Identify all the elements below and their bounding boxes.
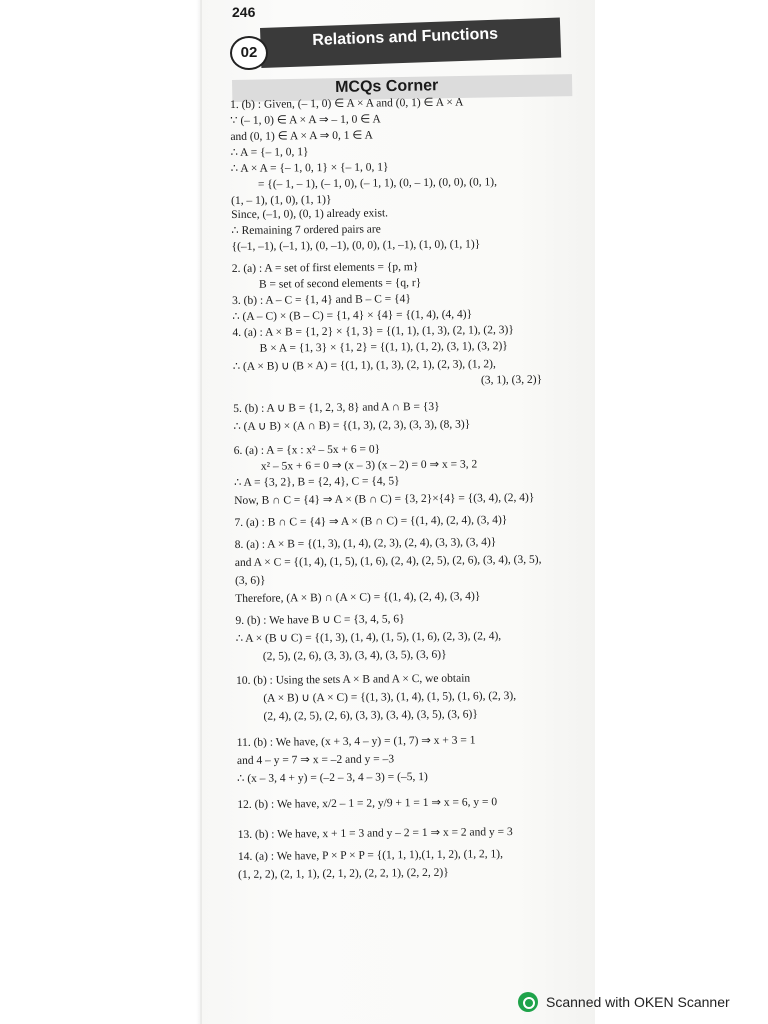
chapter-title: Relations and Functions <box>312 25 499 49</box>
text-line: (1, – 1), (1, 0), (1, 1)} <box>231 193 332 207</box>
text-line: B = set of second elements = {q, r} <box>258 277 422 291</box>
text-line: ∴ (A – C) × (B – C) = {1, 4} × {4} = {(1, 4), (4, 4)} <box>232 308 473 323</box>
text-line: 14. (a) : We have, P × P × P = {(1, 1, 1),(1, 1, 2), (1, 2, 1), <box>237 848 503 863</box>
text-line: ∴ Remaining 7 ordered pairs are <box>231 223 381 237</box>
text-line: (3, 6)} <box>234 574 266 587</box>
text-line: (1, 2, 2), (2, 1, 1), (2, 1, 2), (2, 2, 1), (2, 2, 2)} <box>238 866 449 881</box>
text-line: 4. (a) : A × B = {1, 2} × {1, 3} = {(1, 1), (1, 3), (2, 1), (2, 3)} <box>232 324 514 339</box>
text-line: ∴ (A × B) ∪ (B × A) = {(1, 1), (1, 3), (2, 1), (2, 3), (1, 2), <box>232 358 496 373</box>
text-line: 13. (b) : We have, x + 1 = 3 and y – 2 = 1 ⇒ x = 2 and y = 3 <box>237 826 513 841</box>
text-line: (2, 4), (2, 5), (2, 6), (3, 3), (3, 4), (3, 5), (3, 6)} <box>263 708 478 723</box>
text-line: 8. (a) : A × B = {(1, 3), (1, 4), (2, 3), (2, 4), (3, 3), (3, 4)} <box>234 536 497 551</box>
text-line: = {(– 1, – 1), (– 1, 0), (– 1, 1), (0, – 1), (0, 0), (0, 1), <box>257 176 498 191</box>
chapter-number-badge: 02 <box>230 36 268 70</box>
text-line: and (0, 1) ∈ A × A ⇒ 0, 1 ∈ A <box>230 129 374 143</box>
text-line: 3. (b) : A – C = {1, 4} and B – C = {4} <box>232 293 411 307</box>
text-line: Since, (–1, 0), (0, 1) already exist. <box>231 207 389 221</box>
oken-scanner-logo-icon <box>518 992 538 1012</box>
text-line: 2. (a) : A = set of first elements = {p, m} <box>231 261 419 275</box>
text-line: 9. (b) : We have B ∪ C = {3, 4, 5, 6} <box>235 613 405 627</box>
text-line: (2, 5), (2, 6), (3, 3), (3, 4), (3, 5), (3, 6)} <box>262 648 447 663</box>
text-line: (3, 1), (3, 2)} <box>480 373 543 387</box>
section-title: MCQs Corner <box>335 77 439 96</box>
text-line: ∴ A = {– 1, 0, 1} <box>230 146 309 159</box>
text-line: {(–1, –1), (–1, 1), (0, –1), (0, 0), (1, –1), (1, 0), (1, 1)} <box>231 238 481 253</box>
text-line: (A × B) ∪ (A × C) = {(1, 3), (1, 4), (1, 5), (1, 6), (2, 3), <box>263 690 517 705</box>
text-line: and A × C = {(1, 4), (1, 5), (1, 6), (2, 4), (2, 5), (2, 6), (3, 4), (3, 5), <box>234 553 542 569</box>
page-number: 246 <box>232 4 256 20</box>
scanner-watermark-label: Scanned with OKEN Scanner <box>546 994 730 1010</box>
text-line: ∵ (– 1, 0) ∈ A × A ⇒ – 1, 0 ∈ A <box>230 113 381 127</box>
text-line: ∴ (x – 3, 4 + y) = (–2 – 3, 4 – 3) = (–5, 1) <box>237 770 428 785</box>
text-line: ∴ A × (B ∪ C) = {(1, 3), (1, 4), (1, 5), (1, 6), (2, 3), (2, 4), <box>235 630 502 645</box>
text-line: 11. (b) : We have, (x + 3, 4 – y) = (1, 7) ⇒ x + 3 = 1 <box>236 734 476 749</box>
text-line: 1. (b) : Given, (– 1, 0) ∈ A × A and (0, 1) ∈ A × A <box>230 96 464 111</box>
text-line: ∴ A = {3, 2}, B = {2, 4}, C = {4, 5} <box>233 475 400 489</box>
text-line: ∴ A × A = {– 1, 0, 1} × {– 1, 0, 1} <box>230 161 389 175</box>
page-edge-shadow <box>196 0 202 1024</box>
text-line: Now, B ∩ C = {4} ⇒ A × (B ∩ C) = {3, 2}×{4} = {(3, 4), (2, 4)} <box>234 491 535 507</box>
text-line: Therefore, (A × B) ∩ (A × C) = {(1, 4), (2, 4), (3, 4)} <box>235 590 481 605</box>
text-line: 5. (b) : A ∪ B = {1, 2, 3, 8} and A ∩ B = {3} <box>233 400 440 415</box>
text-line: 10. (b) : Using the sets A × B and A × C, we obtain <box>236 672 471 687</box>
text-line: 12. (b) : We have, x/2 – 1 = 2, y/9 + 1 = 1 ⇒ x = 6, y = 0 <box>237 796 498 811</box>
scanner-watermark <box>518 990 730 1014</box>
text-line: 7. (a) : B ∩ C = {4} ⇒ A × (B ∩ C) = {(1, 4), (2, 4), (3, 4)} <box>234 514 508 529</box>
text-line: and 4 – y = 7 ⇒ x = –2 and y = –3 <box>236 753 395 767</box>
text-line: B × A = {1, 3} × {1, 2} = {(1, 1), (1, 2), (3, 1), (3, 2)} <box>259 340 508 355</box>
text-line: ∴ (A ∪ B) × (A ∩ B) = {(1, 3), (2, 3), (3, 3), (8, 3)} <box>233 418 471 433</box>
text-line: 6. (a) : A = {x : x² – 5x + 6 = 0} <box>233 443 381 457</box>
text-line: x² – 5x + 6 = 0 ⇒ (x – 3) (x – 2) = 0 ⇒ x = 3, 2 <box>260 458 478 473</box>
